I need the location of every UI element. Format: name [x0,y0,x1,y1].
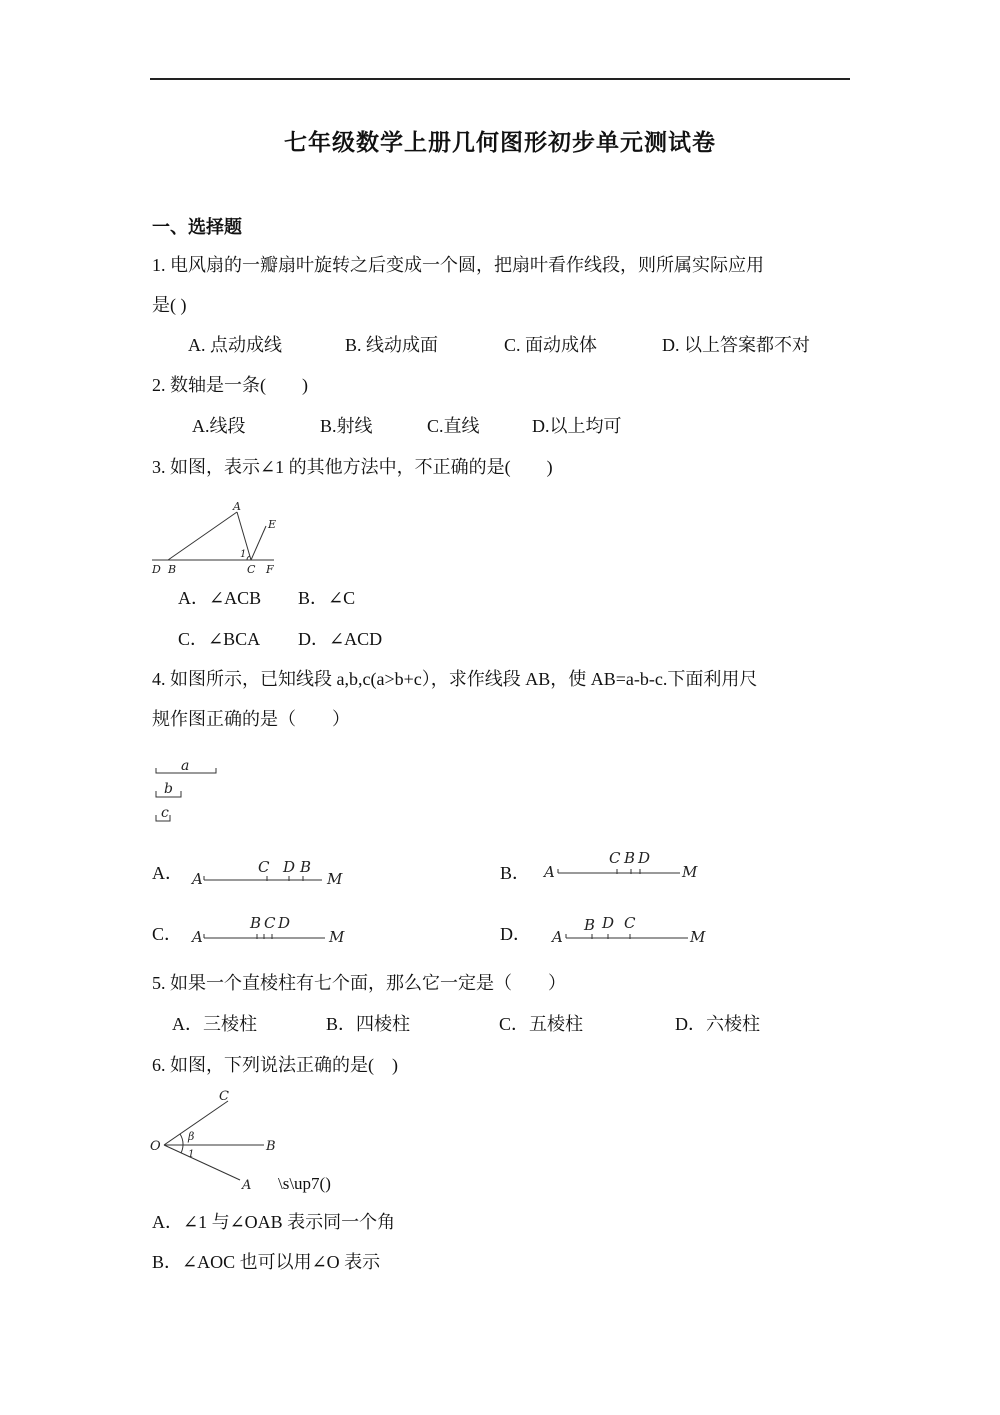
q1-option-a: A. 点动成线 [188,335,282,355]
q4-option-a-figure [190,850,360,890]
q4-option-a-letter: A． [152,863,183,883]
q4-stem-line2: 规作图正确的是（ ） [152,709,350,729]
q6-label-c: C [219,1089,229,1104]
q3-label-b: B [168,563,177,576]
q4-d-label-d: D [602,914,615,932]
q1-option-d: D. 以上答案都不对 [662,335,810,355]
q5-option-a: A．三棱柱 [172,1014,257,1034]
q6-arc-1 [181,1145,183,1153]
q3-segment-ce [251,526,266,560]
q6-option-b: B．∠AOC 也可以用∠O 表示 [152,1252,381,1272]
q5-stem: 5. 如果一个直棱柱有七个面，那么它一定是（ ） [152,973,566,993]
q3-segment-ba [168,512,237,560]
q4-b-label-m: M [682,863,698,881]
q6-option-a: A．∠1 与∠OAB 表示同一个角 [152,1212,396,1232]
q4-d-label-c: C [624,914,636,932]
q6-stem: 6. 如图，下列说法正确的是( ) [152,1055,398,1075]
q3-label-d: D [152,563,161,576]
q5-option-b: B．四棱柱 [326,1014,411,1034]
q4-c-label-m: M [329,928,345,946]
q6-figure-artifact: \s\up7() [278,1174,331,1193]
q2-option-d: D.以上均可 [532,416,622,436]
q4-segment-c-label: c [161,805,169,821]
q1-option-b: B. 线动成面 [345,335,439,355]
q4-a-label-a: A [192,870,203,888]
q4-option-c-figure [190,910,360,950]
q4-c-label-d: D [278,914,291,932]
q4-a-label-c: C [258,858,270,876]
q3-angle-figure [148,498,288,578]
q3-label-a: A [233,500,241,513]
q4-c-label-a: A [192,928,203,946]
q3-option-c: C．∠BCA [178,629,261,649]
q1-stem-line1: 1. 电风扇的一瓣扇叶旋转之后变成一个圆，把扇叶看作线段，则所属实际应用 [152,255,764,275]
q3-stem: 3. 如图，表示∠1 的其他方法中，不正确的是( ) [152,457,553,477]
q4-d-label-m: M [690,928,706,946]
q4-a-label-b: B [300,858,312,876]
q3-label-c: C [247,563,256,576]
q4-segment-b-label: b [164,781,173,797]
q6-ray-oa [164,1145,240,1180]
q6-label-beta: β [188,1130,195,1143]
q4-option-b-letter: B． [500,863,531,883]
q2-stem: 2. 数轴是一条( ) [152,375,308,395]
q6-label-1: 1 [188,1149,195,1160]
q3-angle-arc [247,556,250,560]
section-heading: 一、选择题 [152,217,242,238]
q4-option-d-figure [548,910,718,950]
q2-option-b: B.射线 [320,416,373,436]
q6-ray-oc [164,1101,228,1145]
q1-stem-line2: 是( ) [152,295,187,315]
q6-label-o: O [150,1139,161,1154]
q6-label-b: B [266,1139,276,1154]
q3-option-b: B．∠C [298,588,356,608]
q4-b-label-c: C [609,849,621,867]
q4-b-label-b: B [624,849,636,867]
q3-label-e: E [268,518,277,531]
q3-label-f: F [266,563,274,576]
q4-option-d-letter: D． [500,924,531,944]
q4-given-segments [150,754,230,829]
q6-label-a: A [242,1178,252,1193]
q4-b-label-a: A [544,863,555,881]
top-rule [150,78,850,80]
q4-b-label-d: D [638,849,651,867]
q4-a-label-d: D [283,858,296,876]
q4-stem-line1: 4. 如图所示，已知线段 a,b,c(a>b+c），求作线段 AB，使 AB=a-b-c.下面利用尺 [152,669,758,689]
q3-option-a: A．∠ACB [178,588,262,608]
q2-option-c: C.直线 [427,416,480,436]
q4-option-b-figure [540,845,710,885]
q5-option-c: C．五棱柱 [499,1014,584,1034]
q5-option-d: D．六棱柱 [675,1014,760,1034]
q4-a-label-m: M [327,870,343,888]
page-title: 七年级数学上册几何图形初步单元测试卷 [284,130,716,156]
q3-label-1: 1 [240,549,247,560]
q6-angle-figure [148,1087,288,1197]
q4-c-label-b: B [250,914,262,932]
q1-option-c: C. 面动成体 [504,335,598,355]
q4-segment-a-label: a [181,758,190,774]
q3-option-d: D．∠ACD [298,629,383,649]
q2-option-a: A.线段 [192,416,246,436]
q4-c-label-c: C [264,914,276,932]
q4-d-label-a: A [552,928,563,946]
q4-option-c-letter: C． [152,924,183,944]
q6-arc-beta [180,1134,183,1145]
q4-d-label-b: B [584,916,596,934]
